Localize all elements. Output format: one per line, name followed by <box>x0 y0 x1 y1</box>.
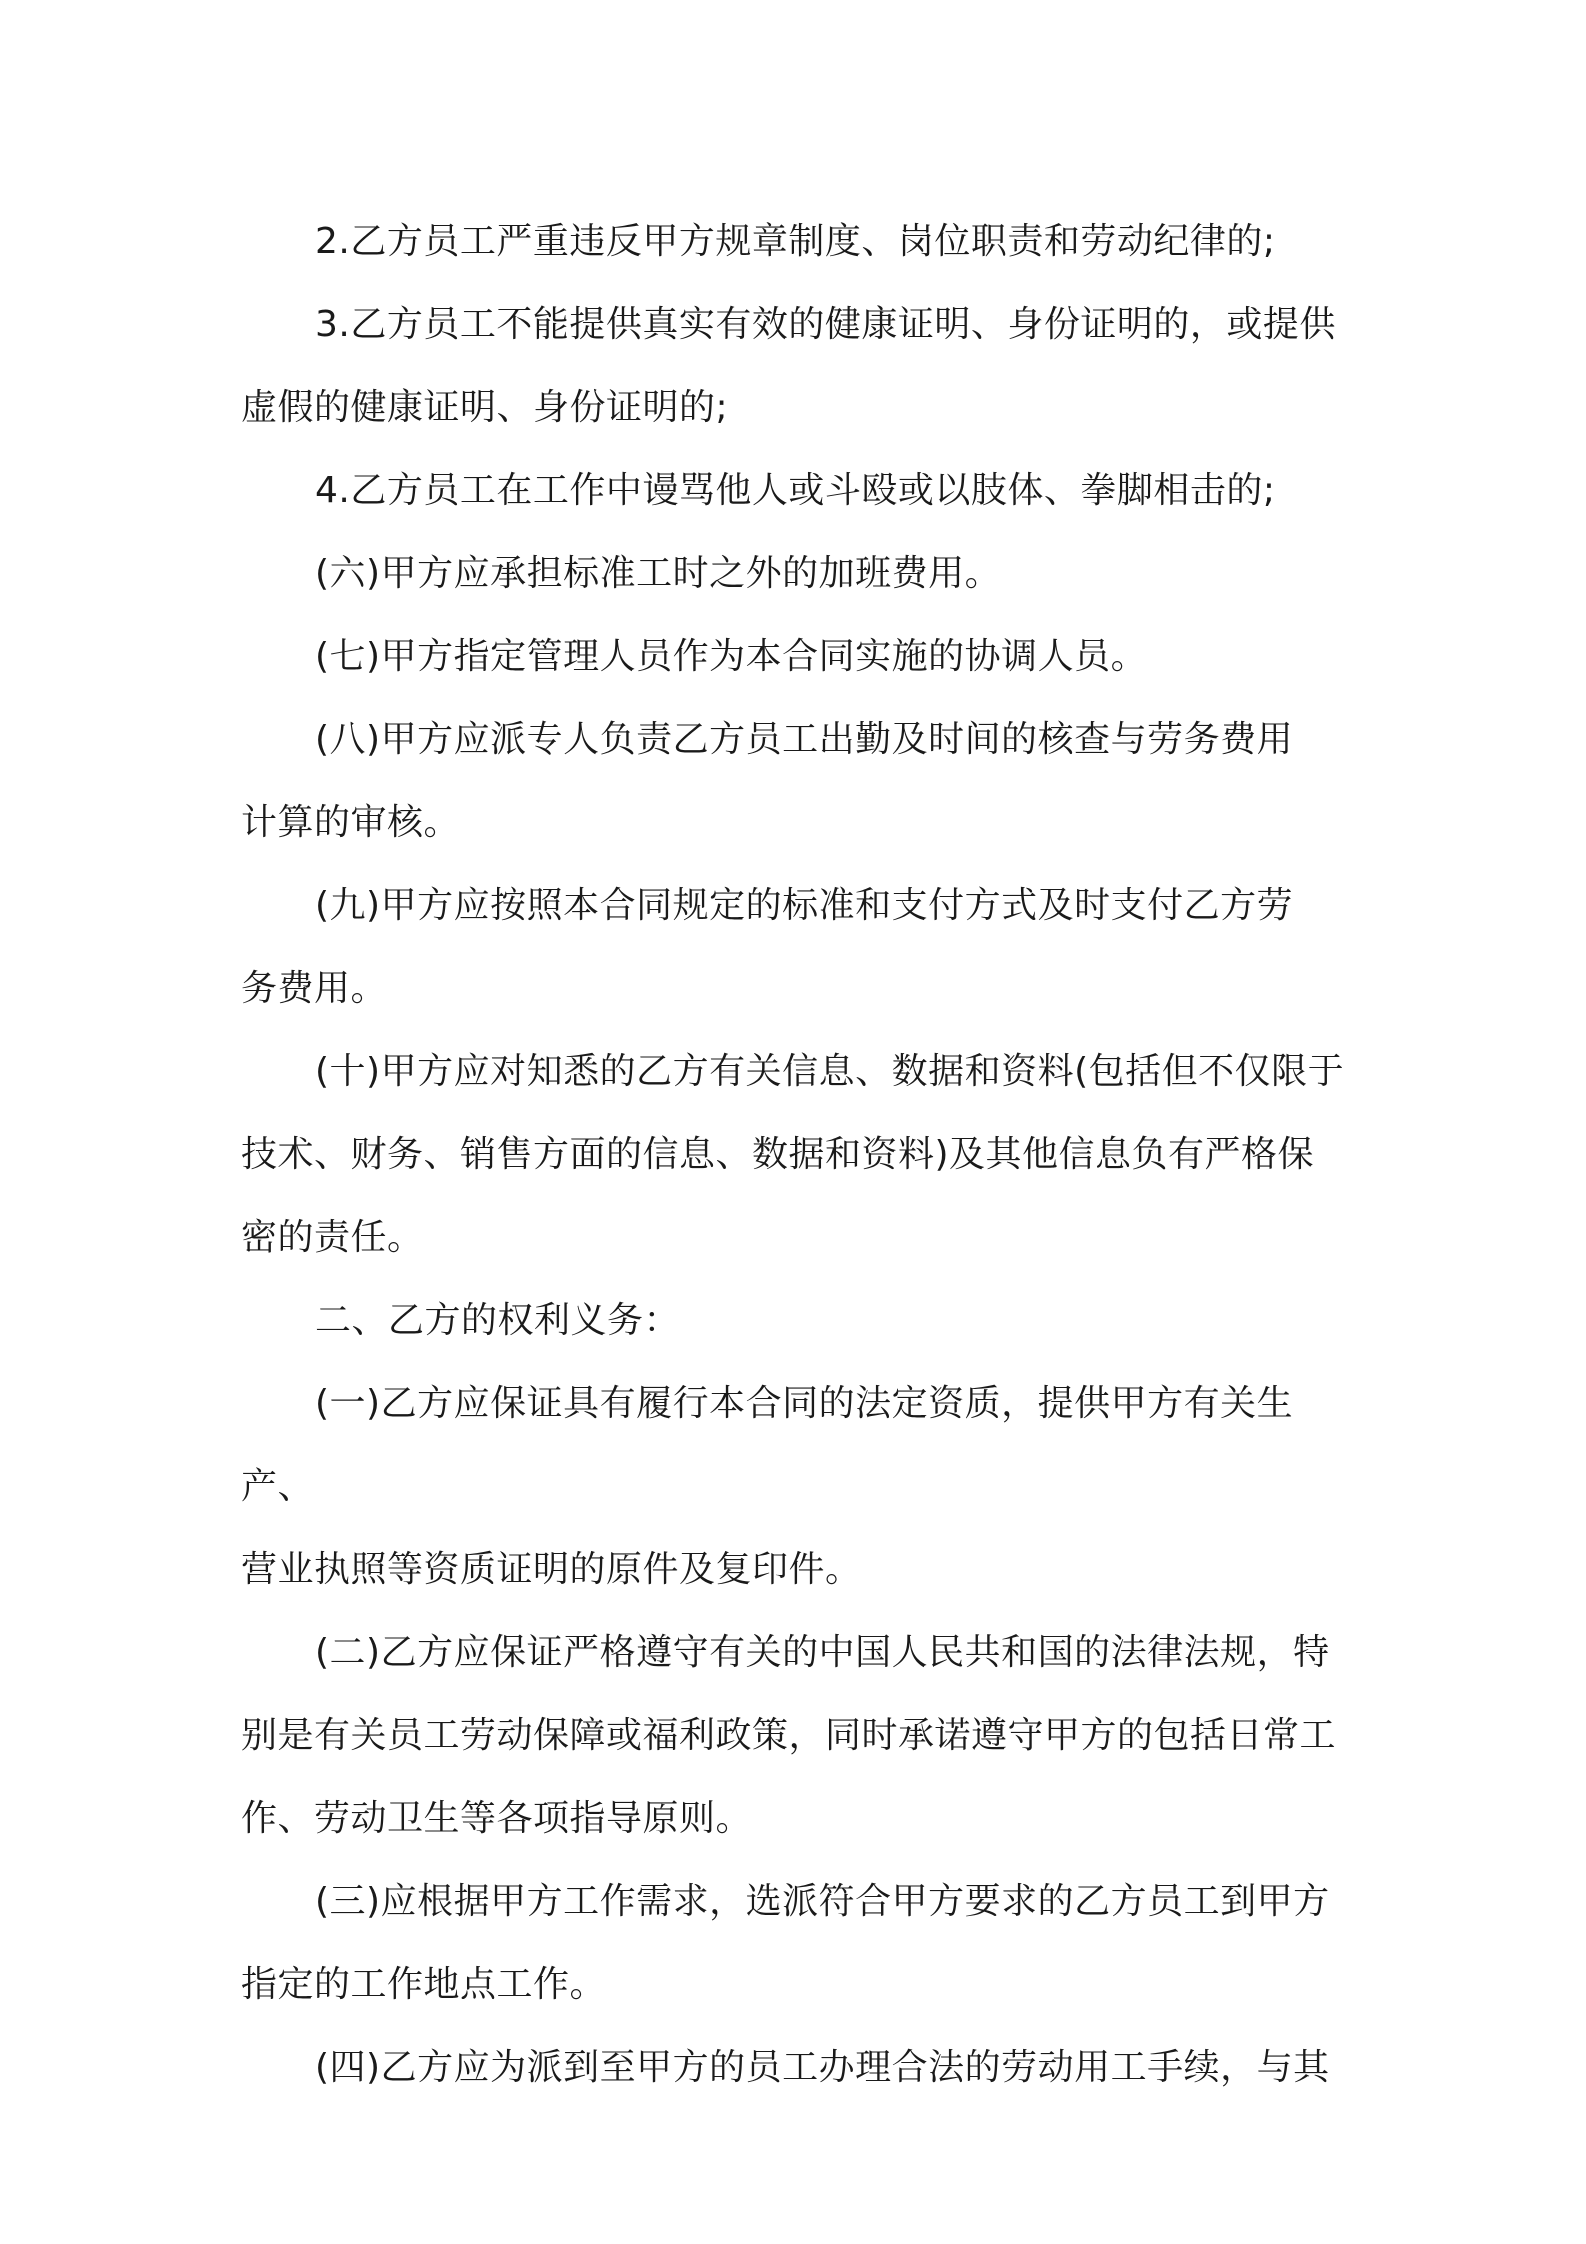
text-line: (十)甲方应对知悉的乙方有关信息、数据和资料(包括但不仅限于 <box>315 1051 1345 1092</box>
paragraph-clause-3 <box>241 283 1351 449</box>
paragraph-item-7 <box>241 615 1351 698</box>
paragraph-item-6 <box>241 532 1351 615</box>
paragraph-clause-2 <box>241 200 1351 283</box>
text-line: 作、劳动卫生等各项指导原则。 <box>241 1798 753 1839</box>
text-line: 虚假的健康证明、身份证明的; <box>241 387 729 428</box>
text-line: (三)应根据甲方工作需求，选派符合甲方要求的乙方员工到甲方 <box>315 1881 1330 1922</box>
text-line: (一)乙方应保证具有履行本合同的法定资质，提供甲方有关生产、 <box>241 1383 1294 1507</box>
text-line: 密的责任。 <box>241 1217 424 1258</box>
text-line: 3.乙方员工不能提供真实有效的健康证明、身份证明的，或提供 <box>315 304 1336 345</box>
paragraph-item-10 <box>241 1030 1351 1279</box>
paragraph-clause-4 <box>241 449 1351 532</box>
text-line: 2.乙方员工严重违反甲方规章制度、岗位职责和劳动纪律的; <box>315 221 1276 262</box>
document-body <box>241 200 1351 2109</box>
paragraph-item-8 <box>241 698 1351 864</box>
text-line: (八)甲方应派专人负责乙方员工出勤及时间的核查与劳务费用 <box>315 719 1294 760</box>
paragraph-b-item-4 <box>241 2026 1351 2109</box>
text-line: (七)甲方指定管理人员作为本合同实施的协调人员。 <box>315 636 1148 677</box>
text-line: 技术、财务、销售方面的信息、数据和资料)及其他信息负有严格保 <box>241 1134 1315 1175</box>
text-line: (九)甲方应按照本合同规定的标准和支付方式及时支付乙方劳 <box>315 885 1294 926</box>
text-line: 二、乙方的权利义务： <box>315 1300 681 1341</box>
text-line: 营业执照等资质证明的原件及复印件。 <box>241 1549 862 1590</box>
text-line: 指定的工作地点工作。 <box>241 1964 607 2005</box>
text-line: 别是有关员工劳动保障或福利政策，同时承诺遵守甲方的包括日常工 <box>241 1715 1337 1756</box>
text-line: 计算的审核。 <box>241 802 461 843</box>
text-line: 务费用。 <box>241 968 388 1009</box>
text-line: 4.乙方员工在工作中谩骂他人或斗殴或以肢体、拳脚相击的; <box>315 470 1276 511</box>
text-line: (六)甲方应承担标准工时之外的加班费用。 <box>315 553 1002 594</box>
text-line: (二)乙方应保证严格遵守有关的中国人民共和国的法律法规，特 <box>315 1632 1330 1673</box>
text-line: (四)乙方应为派到至甲方的员工办理合法的劳动用工手续，与其 <box>315 2047 1330 2088</box>
paragraph-b-item-3 <box>241 1860 1351 2026</box>
paragraph-item-9 <box>241 864 1351 1030</box>
section-heading-party-b <box>241 1279 1351 1362</box>
paragraph-b-item-1 <box>241 1362 1351 1611</box>
paragraph-b-item-2 <box>241 1611 1351 1860</box>
